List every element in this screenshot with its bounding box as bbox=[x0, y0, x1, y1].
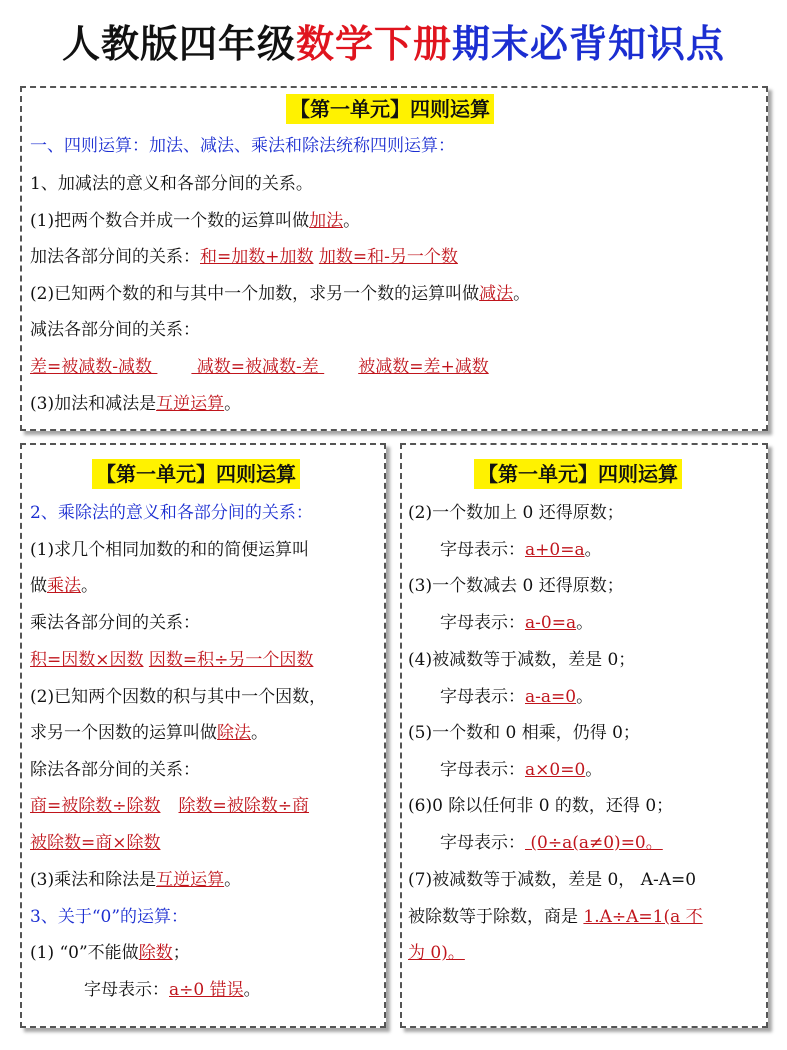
text-line: 字母表示：a×0=0。 bbox=[440, 760, 603, 780]
text-line: 做乘法。 bbox=[30, 576, 98, 596]
answer: 商=被除数÷除数 bbox=[30, 796, 161, 816]
text-line: 乘法各部分间的关系： bbox=[30, 613, 200, 633]
text-line: (3)加法和减法是互逆运算。 bbox=[30, 394, 242, 414]
answer: 1.A÷A=1(a 不 bbox=[583, 907, 703, 927]
answer: 和=加数+加数 bbox=[200, 247, 314, 267]
text-line: 字母表示：a+0=a。 bbox=[440, 540, 602, 560]
answer: a-0=a bbox=[525, 613, 577, 633]
text-line: 2、乘除法的意义和各部分间的关系： bbox=[30, 503, 313, 523]
answer: a÷0 错误 bbox=[169, 980, 244, 1000]
text-line: (2)已知两个数的和与其中一个加数，求另一个数的运算叫做减法。 bbox=[30, 284, 531, 304]
text-line bbox=[30, 794, 309, 818]
text-line: (5)一个数和 0 相乘，仍得 0； bbox=[408, 723, 640, 743]
text-line: 字母表示： (0÷a(a≠0)=0。 bbox=[440, 833, 663, 853]
text-line: 字母表示：a-a=0。 bbox=[440, 687, 594, 707]
text-line: (1) “0”不能做除数； bbox=[30, 943, 190, 963]
section-header: 【第一单元】四则运算 bbox=[92, 459, 300, 489]
answer: 乘法 bbox=[47, 576, 81, 596]
text-line: (1)把两个数合并成一个数的运算叫做加法。 bbox=[30, 211, 361, 231]
section-left bbox=[20, 443, 386, 1028]
title-part-2: 数学下册 bbox=[295, 22, 452, 66]
answer: 加法 bbox=[309, 211, 344, 231]
text-line bbox=[408, 941, 465, 965]
answer: 被除数=商×除数 bbox=[30, 833, 161, 853]
answer: 除数=被除数÷商 bbox=[178, 796, 309, 816]
text-line: 字母表示：a-0=a。 bbox=[440, 613, 594, 633]
title-part-1: 人教版四年级 bbox=[61, 22, 296, 66]
section-header: 【第一单元】四则运算 bbox=[474, 459, 682, 489]
text-line: 1、加减法的意义和各部分间的关系。 bbox=[30, 174, 313, 194]
text-line: (2)已知两个因数的积与其中一个因数， bbox=[30, 687, 327, 707]
answer: a×0=0 bbox=[525, 760, 586, 780]
text-line: 减法各部分间的关系： bbox=[30, 320, 200, 340]
answer: 积=因数×因数 bbox=[30, 650, 144, 670]
text-line bbox=[30, 355, 489, 379]
text-line: (6)0 除以任何非 0 的数，还得 0； bbox=[408, 796, 674, 816]
answer: 为 0)。 bbox=[408, 943, 465, 963]
answer: 被减数=差+减数 bbox=[358, 357, 489, 377]
text-line: 被除数等于除数，商是 1.A÷A=1(a 不 bbox=[408, 907, 703, 927]
title-part-3: 期末必背知识点 bbox=[452, 22, 726, 66]
answer: 减数=被减数-差 bbox=[191, 357, 325, 377]
answer: a-a=0 bbox=[525, 687, 577, 707]
text-line bbox=[30, 831, 161, 855]
text-line: (4)被减数等于减数，差是 0； bbox=[408, 650, 636, 670]
page-title bbox=[0, 14, 787, 74]
text-line: 求另一个因数的运算叫做除法。 bbox=[30, 723, 268, 743]
text-line: 3、关于“0”的运算： bbox=[30, 907, 189, 927]
section-header: 【第一单元】四则运算 bbox=[286, 94, 494, 124]
answer: 互逆运算 bbox=[156, 394, 225, 414]
text-line: 一、四则运算：加法、减法、乘法和除法统称四则运算： bbox=[30, 136, 455, 156]
text-line: 字母表示：a÷0 错误。 bbox=[84, 980, 261, 1000]
section-top bbox=[20, 86, 768, 431]
text-line: (3)一个数减去 0 还得原数； bbox=[408, 576, 624, 596]
answer: 互逆运算 bbox=[156, 870, 225, 890]
text-line bbox=[30, 648, 313, 672]
answer: 加数=和-另一个数 bbox=[318, 247, 458, 267]
answer: 因数=积÷另一个因数 bbox=[148, 650, 314, 670]
answer: 除法 bbox=[217, 723, 251, 743]
text-line: (2)一个数加上 0 还得原数； bbox=[408, 503, 624, 523]
text-line: (1)求几个相同加数的和的简便运算叫 bbox=[30, 540, 310, 560]
text-line: (3)乘法和除法是互逆运算。 bbox=[30, 870, 242, 890]
text-line: 加法各部分间的关系：和=加数+加数 加数=和-另一个数 bbox=[30, 247, 458, 267]
answer: a+0=a bbox=[525, 540, 585, 560]
answer: (0÷a(a≠0)=0。 bbox=[525, 833, 663, 853]
text-line: (7)被减数等于减数，差是 0， A-A=0 bbox=[408, 870, 697, 890]
answer: 差=被减数-减数 bbox=[30, 357, 158, 377]
answer: 除数 bbox=[138, 943, 173, 963]
section-right bbox=[400, 443, 768, 1028]
answer: 减法 bbox=[479, 284, 514, 304]
text-line: 除法各部分间的关系： bbox=[30, 760, 200, 780]
